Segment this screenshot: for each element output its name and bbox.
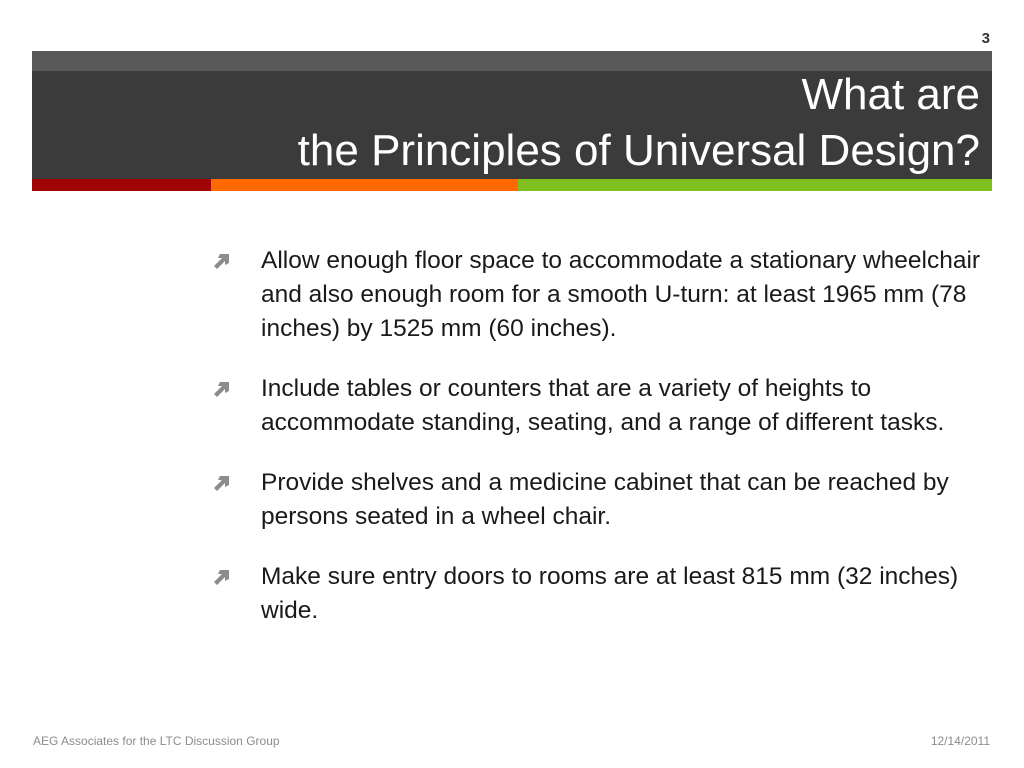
footer-presenter: AEG Associates for the LTC Discussion Group [33, 734, 280, 748]
color-strip-red [32, 179, 211, 191]
bullet-item [213, 466, 983, 534]
bullet-text: Provide shelves and a medicine cabinet that can be reached by persons seated in a wheel chair. [261, 469, 949, 530]
bullet-item [213, 244, 983, 346]
color-strip [32, 179, 992, 191]
slide-title-line-2: the Principles of Universal Design? [297, 126, 980, 175]
footer-date: 12/14/2011 [930, 734, 990, 748]
slide-title-line-1: What are [801, 70, 980, 119]
bullet-item [213, 372, 983, 440]
arrow-up-right-icon [213, 380, 231, 398]
bullet-text: Allow enough floor space to accommodate a stationary wheelchair and also enough room for a smooth U-turn: at least 1965 mm (78 inches) by 1525 mm (60 inches). [261, 247, 981, 342]
arrow-up-right-icon [213, 252, 231, 270]
color-strip-green [518, 179, 992, 191]
arrow-up-right-icon [213, 474, 231, 492]
slide-number: 3 [981, 30, 990, 47]
bullet-text: Include tables or counters that are a variety of heights to accommodate standing, seating, and a range of different tasks. [261, 375, 945, 436]
bullet-item [213, 560, 983, 628]
bullet-text: Make sure entry doors to rooms are at least 815 mm (32 inches) wide. [261, 563, 959, 624]
bullet-list [213, 244, 983, 654]
color-strip-orange [211, 179, 518, 191]
arrow-up-right-icon [213, 568, 231, 586]
slide-title [298, 67, 980, 179]
